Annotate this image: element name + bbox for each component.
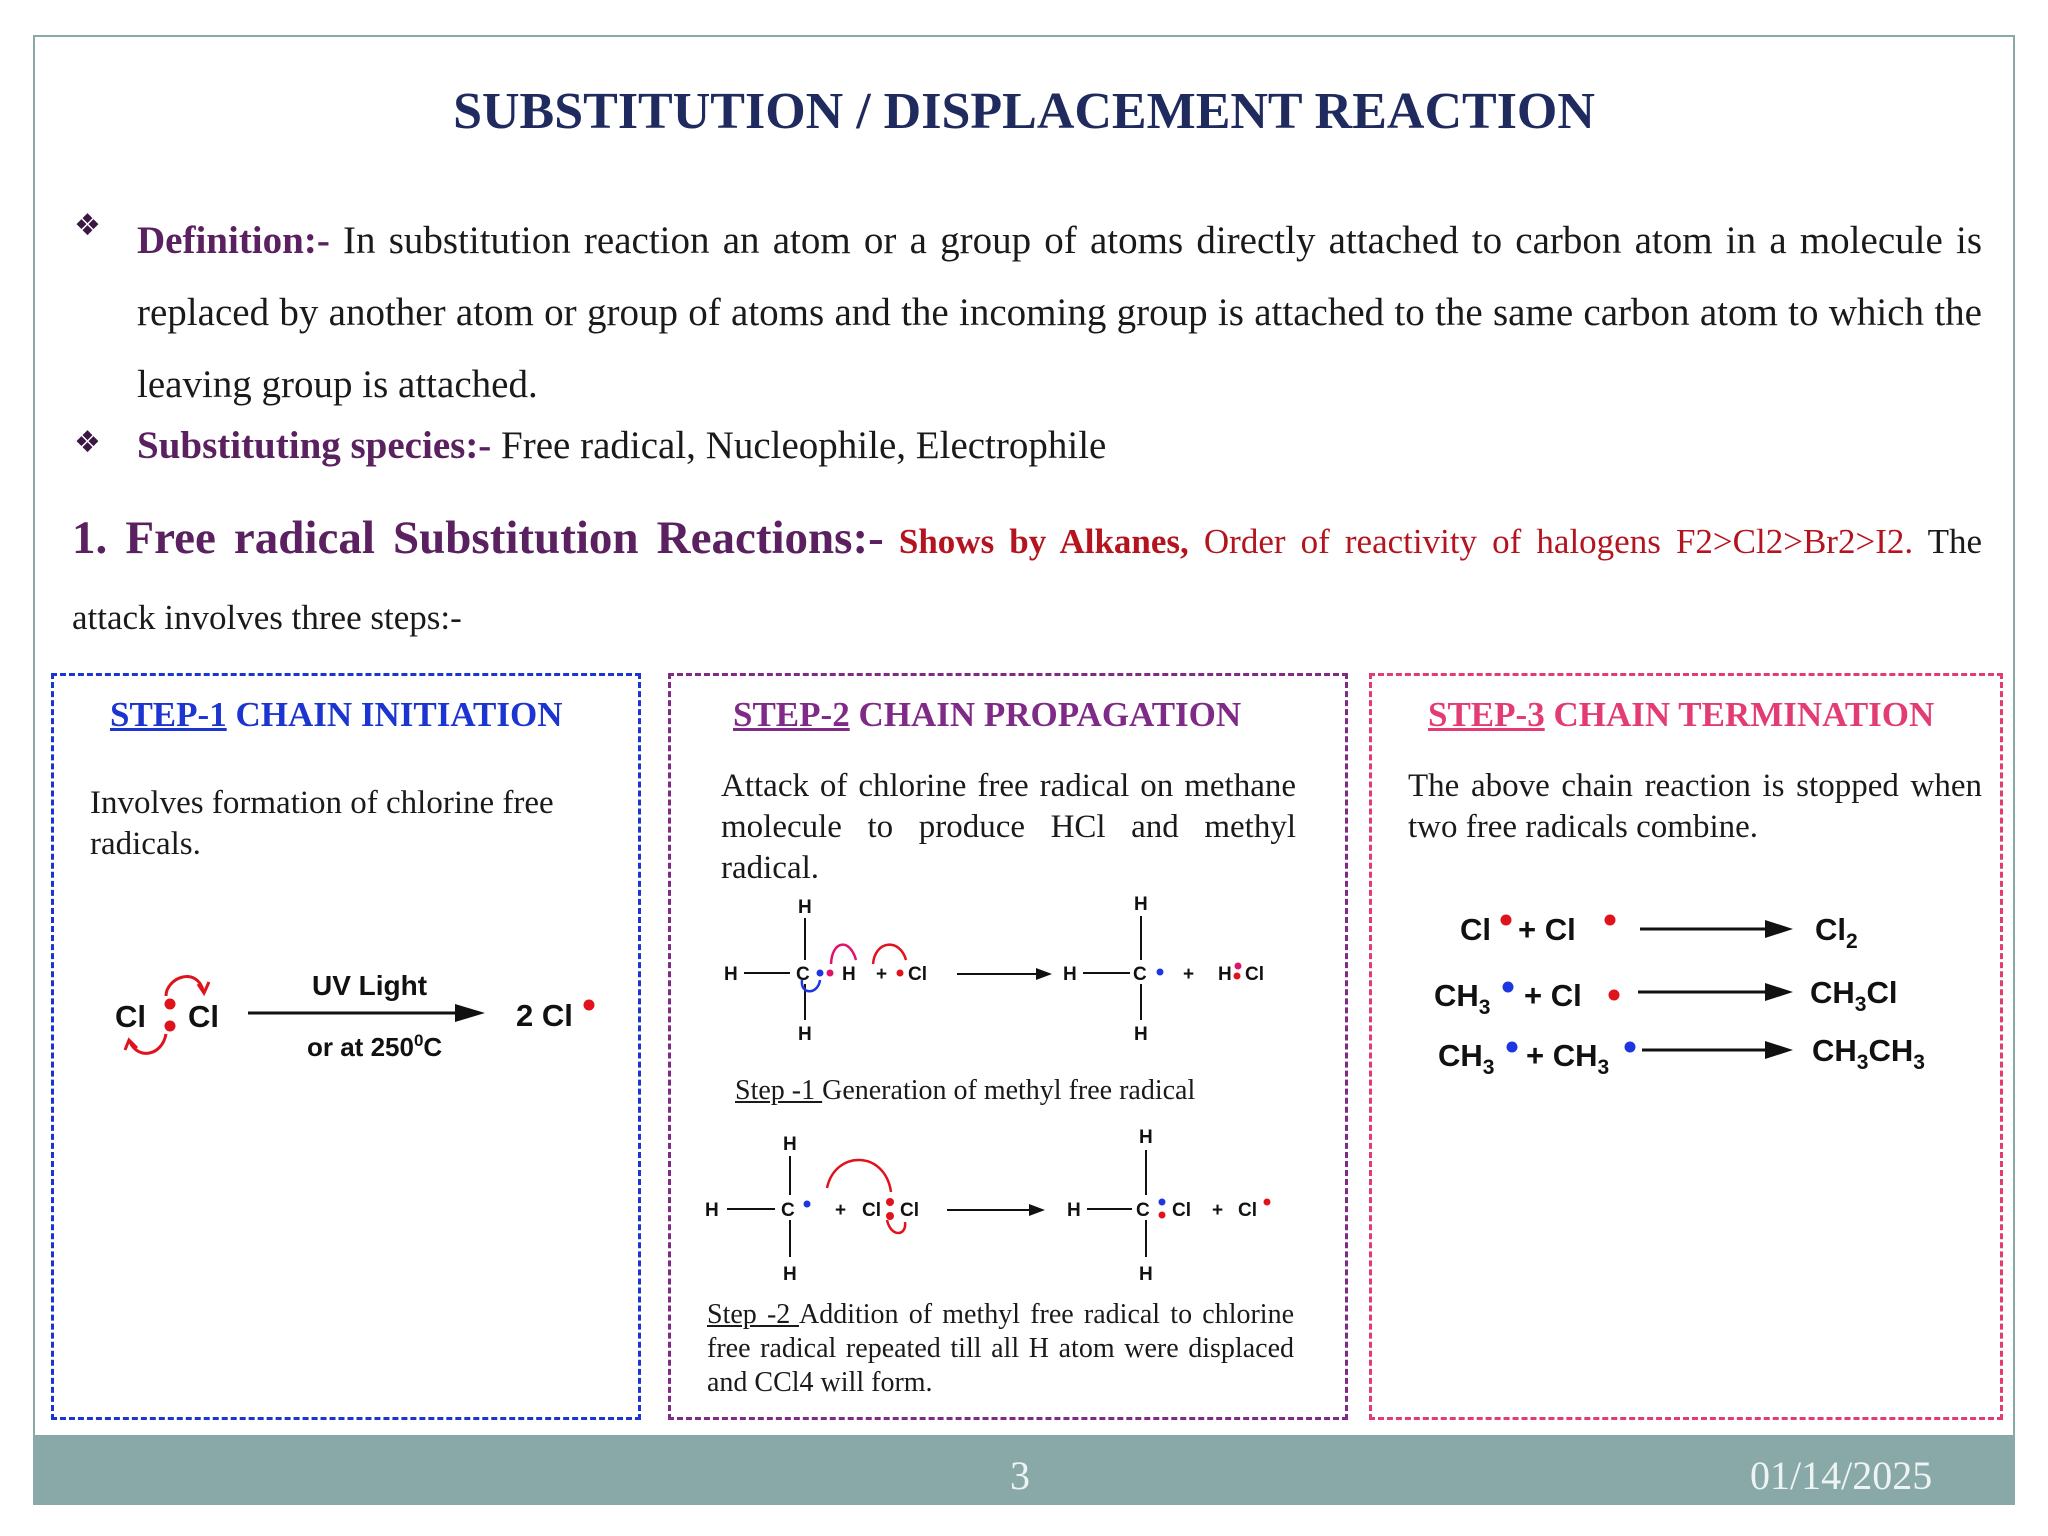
step2-title: CHAIN PROPAGATION xyxy=(849,695,1242,734)
h-atom: H xyxy=(783,1134,797,1155)
plus-sign: + xyxy=(876,964,888,985)
plus-ch3: + $CH_3$ xyxy=(1526,1038,1610,1079)
step2-label: STEP-2 xyxy=(733,695,850,734)
definition-text: In substitution reaction an atom or a group of atoms directly attached to carbon atom in a molecule is replaced by another atom or group of atoms and the incoming group is attached to the same carbon atom to which the leaving group is attached. xyxy=(137,219,1982,406)
product-ch3cl: $CH_3Cl$ xyxy=(1810,975,1898,1016)
radical-dot xyxy=(584,1000,595,1011)
h-atom: H xyxy=(842,964,856,985)
cl-atom: Cl xyxy=(908,964,927,985)
plus-sign: + xyxy=(1183,964,1195,985)
step1-heading xyxy=(110,695,563,735)
bullet-diamond-icon: ❖ xyxy=(74,425,101,460)
step2-heading xyxy=(733,695,1241,735)
h-atom: H xyxy=(1134,1024,1148,1045)
step2-sub2-caption xyxy=(707,1298,1294,1400)
cl-atom: Cl xyxy=(862,1200,881,1221)
step3-heading xyxy=(1428,695,1934,735)
h-atom: H xyxy=(705,1200,719,1221)
h-atom: H xyxy=(1218,964,1232,985)
step3-label: STEP-3 xyxy=(1428,695,1545,734)
arrow-curve-icon xyxy=(827,1160,891,1192)
cl-atom: Cl xyxy=(900,1200,919,1221)
cl-atom: Cl xyxy=(1245,964,1264,985)
step2-reaction-1 xyxy=(700,880,1340,1050)
step3-title: CHAIN TERMINATION xyxy=(1544,695,1935,734)
arrowhead-icon xyxy=(1765,983,1793,1001)
three-steps-text: The attack involves three steps:- xyxy=(72,522,1982,637)
step3-reactions xyxy=(1420,895,2000,1095)
radical-dot xyxy=(897,970,904,977)
definition-label: Definition:- xyxy=(137,219,330,262)
h-atom: H xyxy=(724,964,738,985)
free-radical-heading: 1. Free radical Substitution Reactions:- xyxy=(72,512,884,564)
species-text: Free radical, Nucleophile, Electrophile xyxy=(491,424,1107,467)
cl-atom-left: Cl xyxy=(115,999,146,1034)
bullet-diamond-icon: ❖ xyxy=(74,208,101,243)
radical-dot xyxy=(165,1021,176,1032)
h-atom: H xyxy=(1063,964,1077,985)
definition-paragraph xyxy=(137,205,1982,421)
radical-dot xyxy=(1609,990,1620,1001)
radical-dot xyxy=(1264,1199,1271,1206)
plus-cl: + Cl xyxy=(1524,978,1582,1013)
c-atom: C xyxy=(1133,964,1147,985)
sub1-text: Generation of methyl free radical xyxy=(822,1075,1196,1106)
species-paragraph xyxy=(137,423,1982,468)
arrowhead-icon xyxy=(1765,920,1793,938)
h-atom: H xyxy=(798,897,812,918)
step2-description: Attack of chlorine free radical on methane molecule to produce HCl and methyl radical. xyxy=(721,768,1296,886)
step2-reaction-2 xyxy=(695,1120,1335,1295)
uv-light-label: UV Light xyxy=(312,970,428,1001)
free-radical-paragraph xyxy=(72,500,1982,656)
radical-dot xyxy=(1234,973,1241,980)
arrow-curve-icon xyxy=(831,945,856,964)
radical-dot xyxy=(1159,1212,1166,1219)
radical-dot xyxy=(1625,1042,1636,1053)
step1-title: CHAIN INITIATION xyxy=(226,695,563,734)
product-ch3ch3: $CH_3CH_3$ xyxy=(1812,1033,1925,1074)
radical-dot xyxy=(886,1212,894,1220)
radical-dot xyxy=(817,970,824,977)
radical-dot xyxy=(827,970,834,977)
radical-dot xyxy=(1507,1042,1518,1053)
h-atom: H xyxy=(1067,1200,1081,1221)
sub1-label: Step -1 xyxy=(735,1075,823,1106)
halogen-order: Order of reactivity of halogens F2>Cl2>Br2>I2. xyxy=(1203,522,1914,561)
sub2-text: Addition of methyl free radical to chlorine free radical repeated till all H atom were displaced and CCl4 will form. xyxy=(707,1299,1294,1398)
radical-dot xyxy=(1235,963,1242,970)
ch3-radical: $CH_3$ xyxy=(1434,978,1491,1019)
plus-cl: + Cl xyxy=(1518,912,1576,947)
product-cl2: $Cl_2$ xyxy=(1815,912,1858,953)
radical-dot xyxy=(1605,915,1616,926)
arrow-curve-icon xyxy=(130,1034,166,1053)
radical-dot xyxy=(1503,982,1514,993)
h-atom: H xyxy=(1139,1127,1153,1148)
cl-atom-right: Cl xyxy=(188,999,219,1034)
arrowhead-icon xyxy=(455,1004,485,1022)
plus-sign: + xyxy=(1212,1200,1224,1221)
cl-atom: Cl xyxy=(1460,912,1491,947)
shows-by-alkanes: Shows by Alkanes, xyxy=(898,522,1189,561)
arrowhead-icon xyxy=(1765,1041,1793,1059)
species-label: Substituting species:- xyxy=(137,424,492,467)
plus-sign: + xyxy=(835,1200,847,1221)
cl-atom: Cl xyxy=(1172,1200,1191,1221)
radical-dot xyxy=(1159,1199,1166,1206)
h-atom: H xyxy=(783,1264,797,1285)
product-2cl: 2 Cl xyxy=(516,998,573,1033)
radical-dot xyxy=(886,1198,894,1206)
radical-dot xyxy=(804,1201,811,1208)
arrow-curve-icon xyxy=(166,977,203,996)
h-atom: H xyxy=(1134,894,1148,915)
c-atom: C xyxy=(796,964,810,985)
step1-reaction xyxy=(100,960,620,1080)
radical-dot xyxy=(1501,915,1512,926)
page-title: SUBSTITUTION / DISPLACEMENT REACTION xyxy=(453,83,1595,140)
radical-dot xyxy=(1157,969,1164,976)
radical-dot xyxy=(165,999,176,1010)
arrow-curve-icon xyxy=(887,1220,905,1233)
h-atom: H xyxy=(1139,1264,1153,1285)
footer-date: 01/14/2025 xyxy=(1750,1453,1933,1498)
h-atom: H xyxy=(798,1024,812,1045)
step2-sub1-caption xyxy=(735,1074,1195,1108)
page-number: 3 xyxy=(1010,1453,1030,1498)
step1-description: Involves formation of chlorine free radicals. xyxy=(90,785,554,862)
c-atom: C xyxy=(781,1200,795,1221)
cl-atom: Cl xyxy=(1238,1200,1257,1221)
step3-description: The above chain reaction is stopped when two free radicals combine. xyxy=(1408,768,1982,845)
temperature-label: or at $250^0C$ xyxy=(307,1031,443,1062)
step1-label: STEP-1 xyxy=(110,695,227,734)
ch3-radical: $CH_3$ xyxy=(1438,1038,1495,1079)
sub2-label: Step -2 xyxy=(707,1299,799,1330)
arrow-curve-icon xyxy=(873,945,906,964)
c-atom: C xyxy=(1136,1200,1150,1221)
